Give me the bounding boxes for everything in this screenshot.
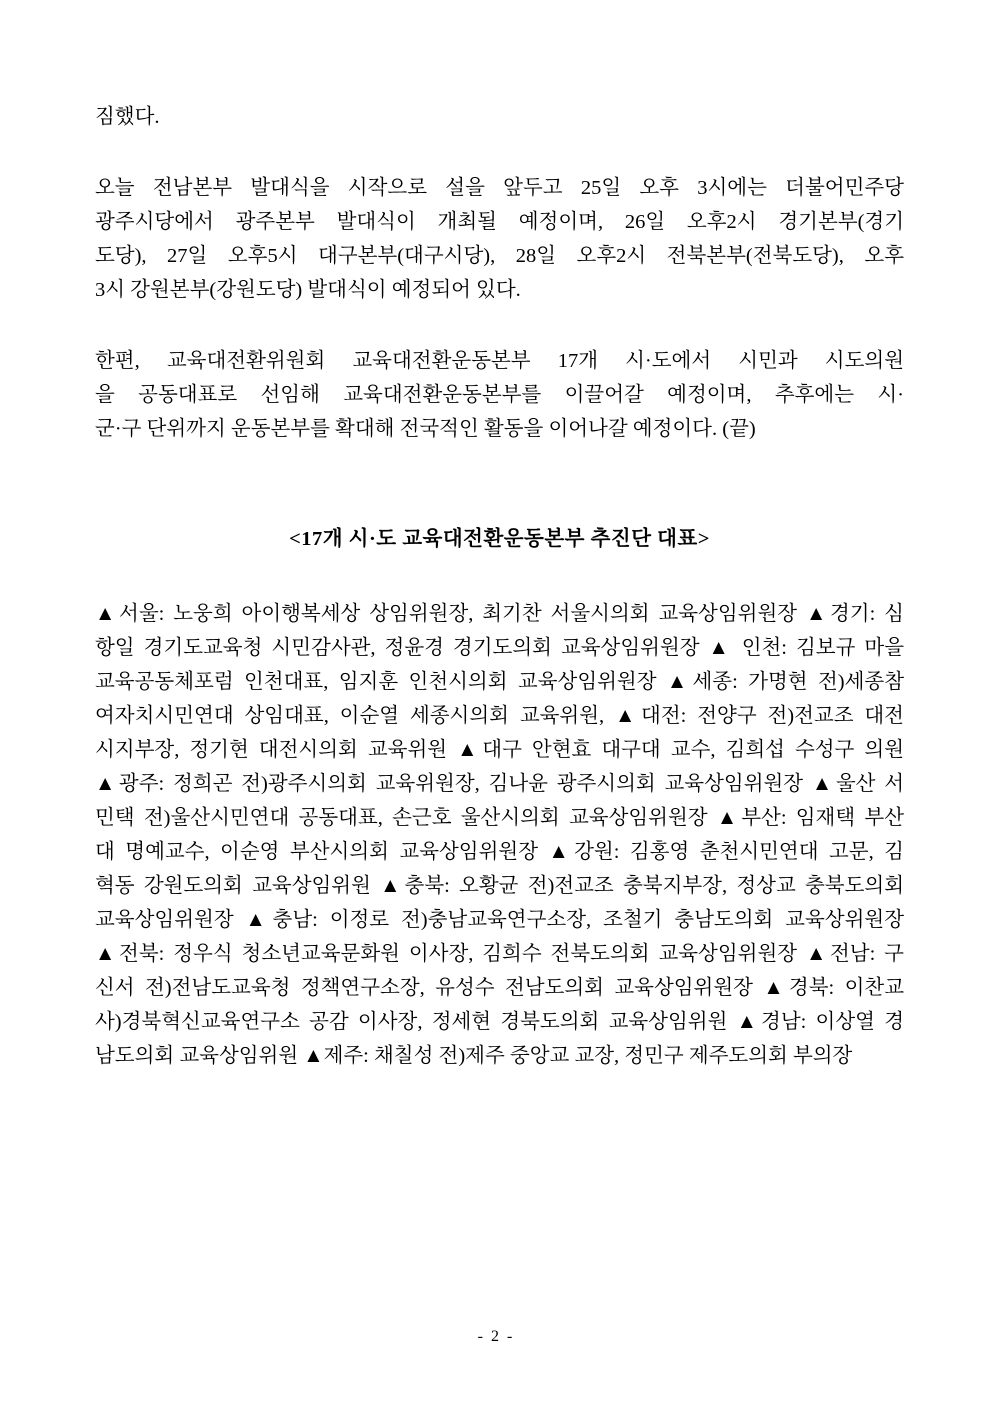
text-line: 항일 경기도교육청 시민감사관, 정윤경 경기도의회 교육상임위원장 ▲ 인천: 김보규 마을 [95, 637, 904, 659]
text-line: 교육상임위원장 ▲충남: 이정로 전)충남교육연구소장, 조철기 충남도의회 교육상위원장 [95, 909, 904, 931]
text-line: ▲광주: 정희곤 전)광주시의회 교육위원장, 김나윤 광주시의회 교육상임위원장 ▲울산 서 [95, 773, 904, 795]
text-line: 교육공동체포럼 인천대표, 임지훈 인천시의회 교육상임위원장 ▲세종: 가명현 전)세종참 [95, 671, 904, 693]
text-line: 광주시당에서 광주본부 발대식이 개최될 예정이며, 26일 오후2시 경기본부(경기 [95, 211, 904, 233]
text-line: ▲전북: 정우식 청소년교육문화원 이사장, 김희수 전북도의회 교육상임위원장 ▲전남: 구 [95, 943, 904, 965]
text-line: ▲서울: 노웅희 아이행복세상 상임위원장, 최기찬 서울시의회 교육상임위원장 ▲경기: 심 [95, 603, 904, 625]
text-line: 시지부장, 정기현 대전시의회 교육위원 ▲대구 안현효 대구대 교수, 김희섭 수성구 의원 [95, 739, 904, 761]
text-line: 을 공동대표로 선임해 교육대전환운동본부를 이끌어갈 예정이며, 추후에는 시· [95, 384, 904, 406]
text-line: 민택 전)울산시민연대 공동대표, 손근호 울산시의회 교육상임위원장 ▲부산: 임재택 부산 [95, 807, 904, 829]
text-line: 도당), 27일 오후5시 대구본부(대구시당), 28일 오후2시 전북본부(전북도당), 오후 [95, 245, 904, 267]
page-number: - 2 - [477, 1328, 515, 1345]
text-line: 대 명예교수, 이순영 부산시의회 교육상임위원장 ▲강원: 김홍영 춘천시민연대 고문, 김 [95, 841, 904, 863]
paragraph-launch-schedule [95, 171, 904, 307]
text-line: 한편, 교육대전환위원회 교육대전환운동본부 17개 시·도에서 시민과 시도의원 [95, 350, 904, 372]
text-line: 짐했다. [95, 106, 160, 128]
text-line: 군·구 단위까지 운동본부를 확대해 전국적인 활동을 이어나갈 예정이다. (끝) [95, 418, 756, 440]
section-heading: <17개 시·도 교육대전환운동본부 추진단 대표> [289, 528, 710, 550]
text-line: 혁동 강원도의회 교육상임위원 ▲충북: 오황균 전)전교조 충북지부장, 정상교 충북도의회 [95, 875, 904, 897]
text-line: 신서 전)전남도교육청 정책연구소장, 유성수 전남도의회 교육상임위원장 ▲경북: 이찬교 [95, 977, 904, 999]
text-line: 사)경북혁신교육연구소 공감 이사장, 정세현 경북도의회 교육상임위원 ▲경남: 이상열 경 [95, 1011, 904, 1033]
text-line: 3시 강원본부(강원도당) 발대식이 예정되어 있다. [95, 279, 521, 301]
paragraph-committee-plan [95, 344, 904, 446]
text-line: 오늘 전남본부 발대식을 시작으로 설을 앞두고 25일 오후 3시에는 더불어민주당 [95, 177, 904, 199]
representatives-list-paragraph [95, 597, 904, 1073]
paragraph-closing-sentence [95, 100, 904, 134]
text-line: 남도의회 교육상임위원 ▲제주: 채칠성 전)제주 중앙교 교장, 정민구 제주도의회 부의장 [95, 1045, 853, 1067]
document-body [95, 100, 904, 1073]
text-line: 여자치시민연대 상임대표, 이순열 세종시의회 교육위원, ▲대전: 전양구 전)전교조 대전 [95, 705, 904, 727]
